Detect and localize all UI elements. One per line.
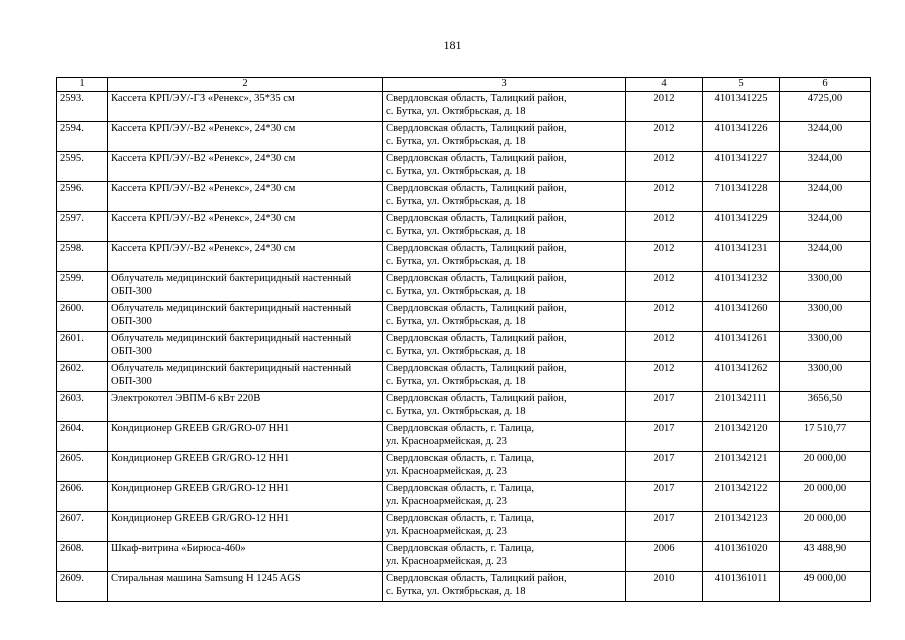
address-line-1: Свердловская область, Талицкий район, — [386, 393, 567, 404]
item-name-cell: Кассета КРП/ЭУ/-В2 «Ренекс», 24*30 см — [108, 242, 383, 272]
address-line-1: Свердловская область, Талицкий район, — [386, 273, 567, 284]
item-name-cell: Кассета КРП/ЭУ/-В2 «Ренекс», 24*30 см — [108, 182, 383, 212]
address-line-2: ул. Красноармейская, д. 23 — [386, 436, 507, 448]
cost-cell: 43 488,90 — [780, 542, 871, 572]
item-name-cell: Стиральная машина Samsung H 1245 AGS — [108, 572, 383, 602]
cost-cell: 3300,00 — [780, 332, 871, 362]
cost-cell: 20 000,00 — [780, 452, 871, 482]
year-cell: 2012 — [626, 152, 703, 182]
item-name-cell: Кассета КРП/ЭУ/-ГЗ «Ренекс», 35*35 см — [108, 92, 383, 122]
row-number-cell: 2607. — [57, 512, 108, 542]
row-number-cell: 2595. — [57, 152, 108, 182]
row-number-cell: 2599. — [57, 272, 108, 302]
address-cell — [383, 482, 626, 512]
year-cell: 2012 — [626, 302, 703, 332]
address-line-1: Свердловская область, Талицкий район, — [386, 573, 567, 584]
table-row — [57, 362, 871, 392]
row-number-cell: 2593. — [57, 92, 108, 122]
table-row — [57, 272, 871, 302]
address-line-2: с. Бутка, ул. Октябрьская, д. 18 — [386, 586, 526, 598]
inventory-number-cell: 4101341262 — [703, 362, 780, 392]
cost-cell: 3300,00 — [780, 272, 871, 302]
address-cell — [383, 452, 626, 482]
row-number-cell: 2604. — [57, 422, 108, 452]
table-row — [57, 542, 871, 572]
table-row — [57, 182, 871, 212]
table-row — [57, 422, 871, 452]
table-row — [57, 122, 871, 152]
address-cell — [383, 512, 626, 542]
address-line-1: Свердловская область, Талицкий район, — [386, 183, 567, 194]
column-header-1: 1 — [57, 78, 108, 92]
row-number-cell: 2609. — [57, 572, 108, 602]
address-cell — [383, 212, 626, 242]
row-number-cell: 2603. — [57, 392, 108, 422]
address-cell — [383, 572, 626, 602]
address-line-1: Свердловская область, Талицкий район, — [386, 153, 567, 164]
item-name-cell: Кондиционер GREEB GR/GRO-12 HH1 — [108, 452, 383, 482]
table-row — [57, 392, 871, 422]
item-name-cell: Кондиционер GREEB GR/GRO-12 HH1 — [108, 482, 383, 512]
table-row — [57, 212, 871, 242]
row-number-cell: 2605. — [57, 452, 108, 482]
address-cell — [383, 362, 626, 392]
address-cell — [383, 242, 626, 272]
item-name-cell: Облучатель медицинский бактерицидный настенный ОБП-300 — [108, 362, 383, 392]
row-number-cell: 2596. — [57, 182, 108, 212]
address-line-1: Свердловская область, Талицкий район, — [386, 213, 567, 224]
column-header-2: 2 — [108, 78, 383, 92]
cost-cell: 20 000,00 — [780, 512, 871, 542]
table-row — [57, 302, 871, 332]
row-number-cell: 2597. — [57, 212, 108, 242]
column-header-5: 5 — [703, 78, 780, 92]
address-line-2: с. Бутка, ул. Октябрьская, д. 18 — [386, 376, 526, 388]
column-header-3: 3 — [383, 78, 626, 92]
year-cell: 2010 — [626, 572, 703, 602]
item-name-cell: Электрокотел ЭВПМ-6 кВт 220В — [108, 392, 383, 422]
row-number-cell: 2601. — [57, 332, 108, 362]
table-row — [57, 452, 871, 482]
table-row — [57, 152, 871, 182]
address-line-1: Свердловская область, Талицкий район, — [386, 333, 567, 344]
item-name-cell: Облучатель медицинский бактерицидный настенный ОБП-300 — [108, 302, 383, 332]
address-cell — [383, 272, 626, 302]
inventory-number-cell: 4101341231 — [703, 242, 780, 272]
inventory-number-cell: 4101341226 — [703, 122, 780, 152]
year-cell: 2017 — [626, 452, 703, 482]
address-line-2: с. Бутка, ул. Октябрьская, д. 18 — [386, 166, 526, 178]
address-line-2: ул. Красноармейская, д. 23 — [386, 526, 507, 538]
address-cell — [383, 302, 626, 332]
address-line-2: ул. Красноармейская, д. 23 — [386, 496, 507, 508]
address-line-1: Свердловская область, Талицкий район, — [386, 243, 567, 254]
address-line-2: с. Бутка, ул. Октябрьская, д. 18 — [386, 136, 526, 148]
year-cell: 2017 — [626, 512, 703, 542]
property-register-table — [56, 77, 871, 602]
row-number-cell: 2602. — [57, 362, 108, 392]
page-number: 181 — [443, 38, 462, 52]
year-cell: 2017 — [626, 422, 703, 452]
inventory-number-cell: 4101341232 — [703, 272, 780, 302]
address-line-2: с. Бутка, ул. Октябрьская, д. 18 — [386, 316, 526, 328]
column-header-6: 6 — [780, 78, 871, 92]
item-name-cell: Облучатель медицинский бактерицидный настенный ОБП-300 — [108, 332, 383, 362]
cost-cell: 3300,00 — [780, 362, 871, 392]
address-cell — [383, 152, 626, 182]
row-number-cell: 2594. — [57, 122, 108, 152]
inventory-number-cell: 4101361020 — [703, 542, 780, 572]
inventory-number-cell: 4101341225 — [703, 92, 780, 122]
address-line-1: Свердловская область, г. Талица, — [386, 483, 534, 494]
inventory-number-cell: 4101341260 — [703, 302, 780, 332]
year-cell: 2006 — [626, 542, 703, 572]
address-cell — [383, 542, 626, 572]
year-cell: 2017 — [626, 482, 703, 512]
address-cell — [383, 122, 626, 152]
inventory-number-cell: 2101342123 — [703, 512, 780, 542]
address-line-1: Свердловская область, г. Талица, — [386, 423, 534, 434]
row-number-cell: 2598. — [57, 242, 108, 272]
item-name-cell: Кондиционер GREEB GR/GRO-12 HH1 — [108, 512, 383, 542]
address-line-1: Свердловская область, Талицкий район, — [386, 363, 567, 374]
table-row — [57, 242, 871, 272]
year-cell: 2012 — [626, 122, 703, 152]
year-cell: 2012 — [626, 362, 703, 392]
inventory-number-cell: 7101341228 — [703, 182, 780, 212]
table-row — [57, 92, 871, 122]
year-cell: 2012 — [626, 242, 703, 272]
address-line-2: с. Бутка, ул. Октябрьская, д. 18 — [386, 226, 526, 238]
table-row — [57, 482, 871, 512]
cost-cell: 3656,50 — [780, 392, 871, 422]
cost-cell: 20 000,00 — [780, 482, 871, 512]
table-body — [57, 92, 871, 602]
header-row — [57, 78, 871, 92]
year-cell: 2012 — [626, 272, 703, 302]
address-line-2: с. Бутка, ул. Октябрьская, д. 18 — [386, 346, 526, 358]
cost-cell: 3244,00 — [780, 182, 871, 212]
address-line-2: ул. Красноармейская, д. 23 — [386, 466, 507, 478]
address-line-1: Свердловская область, Талицкий район, — [386, 303, 567, 314]
address-line-1: Свердловская область, Талицкий район, — [386, 93, 567, 104]
cost-cell: 4725,00 — [780, 92, 871, 122]
cost-cell: 3244,00 — [780, 152, 871, 182]
cost-cell: 3300,00 — [780, 302, 871, 332]
item-name-cell: Кондиционер GREEB GR/GRO-07 HH1 — [108, 422, 383, 452]
inventory-number-cell: 2101342122 — [703, 482, 780, 512]
address-line-1: Свердловская область, г. Талица, — [386, 453, 534, 464]
address-line-1: Свердловская область, г. Талица, — [386, 543, 534, 554]
year-cell: 2012 — [626, 212, 703, 242]
address-cell — [383, 332, 626, 362]
item-name-cell: Кассета КРП/ЭУ/-В2 «Ренекс», 24*30 см — [108, 212, 383, 242]
address-cell — [383, 422, 626, 452]
address-line-2: ул. Красноармейская, д. 23 — [386, 556, 507, 568]
address-line-2: с. Бутка, ул. Октябрьская, д. 18 — [386, 286, 526, 298]
inventory-number-cell: 4101341229 — [703, 212, 780, 242]
item-name-cell: Облучатель медицинский бактерицидный настенный ОБП-300 — [108, 272, 383, 302]
year-cell: 2012 — [626, 92, 703, 122]
cost-cell: 3244,00 — [780, 122, 871, 152]
address-cell — [383, 92, 626, 122]
address-line-1: Свердловская область, Талицкий район, — [386, 123, 567, 134]
item-name-cell: Кассета КРП/ЭУ/-В2 «Ренекс», 24*30 см — [108, 152, 383, 182]
table-row — [57, 572, 871, 602]
row-number-cell: 2606. — [57, 482, 108, 512]
address-cell — [383, 182, 626, 212]
inventory-number-cell: 4101341261 — [703, 332, 780, 362]
cost-cell: 49 000,00 — [780, 572, 871, 602]
table-row — [57, 512, 871, 542]
address-cell — [383, 392, 626, 422]
row-number-cell: 2600. — [57, 302, 108, 332]
address-line-2: с. Бутка, ул. Октябрьская, д. 18 — [386, 196, 526, 208]
address-line-2: с. Бутка, ул. Октябрьская, д. 18 — [386, 406, 526, 418]
item-name-cell: Шкаф-витрина «Бирюса-460» — [108, 542, 383, 572]
year-cell: 2012 — [626, 182, 703, 212]
row-number-cell: 2608. — [57, 542, 108, 572]
inventory-number-cell: 2101342111 — [703, 392, 780, 422]
cost-cell: 3244,00 — [780, 212, 871, 242]
year-cell: 2017 — [626, 392, 703, 422]
cost-cell: 17 510,77 — [780, 422, 871, 452]
inventory-number-cell: 4101361011 — [703, 572, 780, 602]
column-header-4: 4 — [626, 78, 703, 92]
table-row — [57, 332, 871, 362]
address-line-2: с. Бутка, ул. Октябрьская, д. 18 — [386, 256, 526, 268]
inventory-number-cell: 2101342121 — [703, 452, 780, 482]
address-line-2: с. Бутка, ул. Октябрьская, д. 18 — [386, 106, 526, 118]
inventory-number-cell: 4101341227 — [703, 152, 780, 182]
address-line-1: Свердловская область, г. Талица, — [386, 513, 534, 524]
inventory-number-cell: 2101342120 — [703, 422, 780, 452]
cost-cell: 3244,00 — [780, 242, 871, 272]
year-cell: 2012 — [626, 332, 703, 362]
table-header — [57, 78, 871, 92]
item-name-cell: Кассета КРП/ЭУ/-В2 «Ренекс», 24*30 см — [108, 122, 383, 152]
